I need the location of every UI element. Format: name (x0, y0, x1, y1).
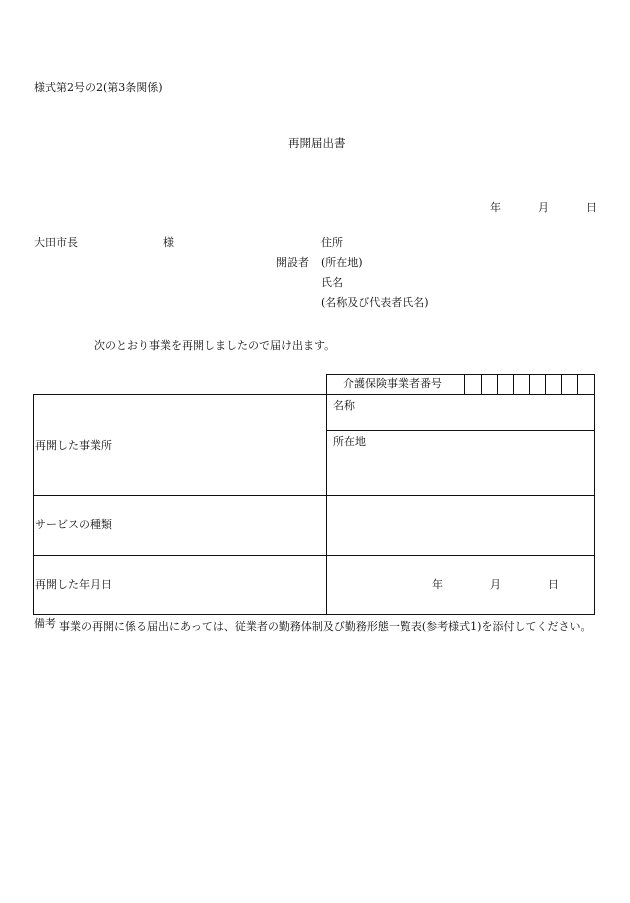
table-line (33, 394, 34, 615)
reopened-office-label: 再開した事業所 (35, 439, 112, 452)
table-line (33, 555, 595, 556)
applicant-address-label: 住所 (321, 236, 343, 249)
addressee-honorific: 様 (163, 236, 174, 249)
statement-text: 次のとおり事業を再開しましたので届け出ます。 (94, 339, 336, 352)
digit-box-line (529, 374, 530, 394)
date-year-label: 年 (490, 201, 501, 214)
table-line (326, 430, 595, 431)
applicant-location-label: (所在地) (321, 256, 363, 269)
table-line (326, 374, 327, 615)
service-type-label: サービスの種類 (35, 518, 112, 531)
reopened-date-month: 月 (490, 578, 501, 591)
table-line (33, 614, 595, 615)
digit-box-line (577, 374, 578, 394)
note-label: 備考 (34, 617, 56, 630)
provider-number-label: 介護保険事業者番号 (343, 377, 442, 390)
reopened-date-year: 年 (432, 578, 443, 591)
date-month-label: 月 (538, 201, 549, 214)
reopened-date-label: 再開した年月日 (35, 578, 112, 591)
applicant-representative-label: (名称及び代表者氏名) (321, 296, 429, 309)
digit-box-line (481, 374, 482, 394)
date-day-label: 日 (586, 201, 597, 214)
document-title: 再開届出書 (288, 136, 346, 150)
table-line (33, 495, 595, 496)
digit-box-line (545, 374, 546, 394)
office-name-label: 名称 (333, 399, 355, 412)
table-line (326, 374, 595, 375)
digit-box-line (561, 374, 562, 394)
digit-box-line (464, 374, 465, 394)
applicant-role-label: 開設者 (276, 256, 309, 269)
form-number: 様式第2号の2(第3条関係) (34, 81, 163, 94)
note-text: 事業の再開に係る届出にあっては、従業者の勤務体制及び勤務形態一覧表(参考様式1)を添付してください。 (59, 620, 592, 633)
reopened-date-day: 日 (548, 578, 559, 591)
digit-box-line (513, 374, 514, 394)
office-location-label: 所在地 (333, 435, 366, 448)
table-line (33, 394, 595, 395)
addressee-name: 大田市長 (34, 236, 78, 249)
applicant-name-label: 氏名 (321, 276, 343, 289)
digit-box-line (497, 374, 498, 394)
table-line (594, 374, 595, 615)
